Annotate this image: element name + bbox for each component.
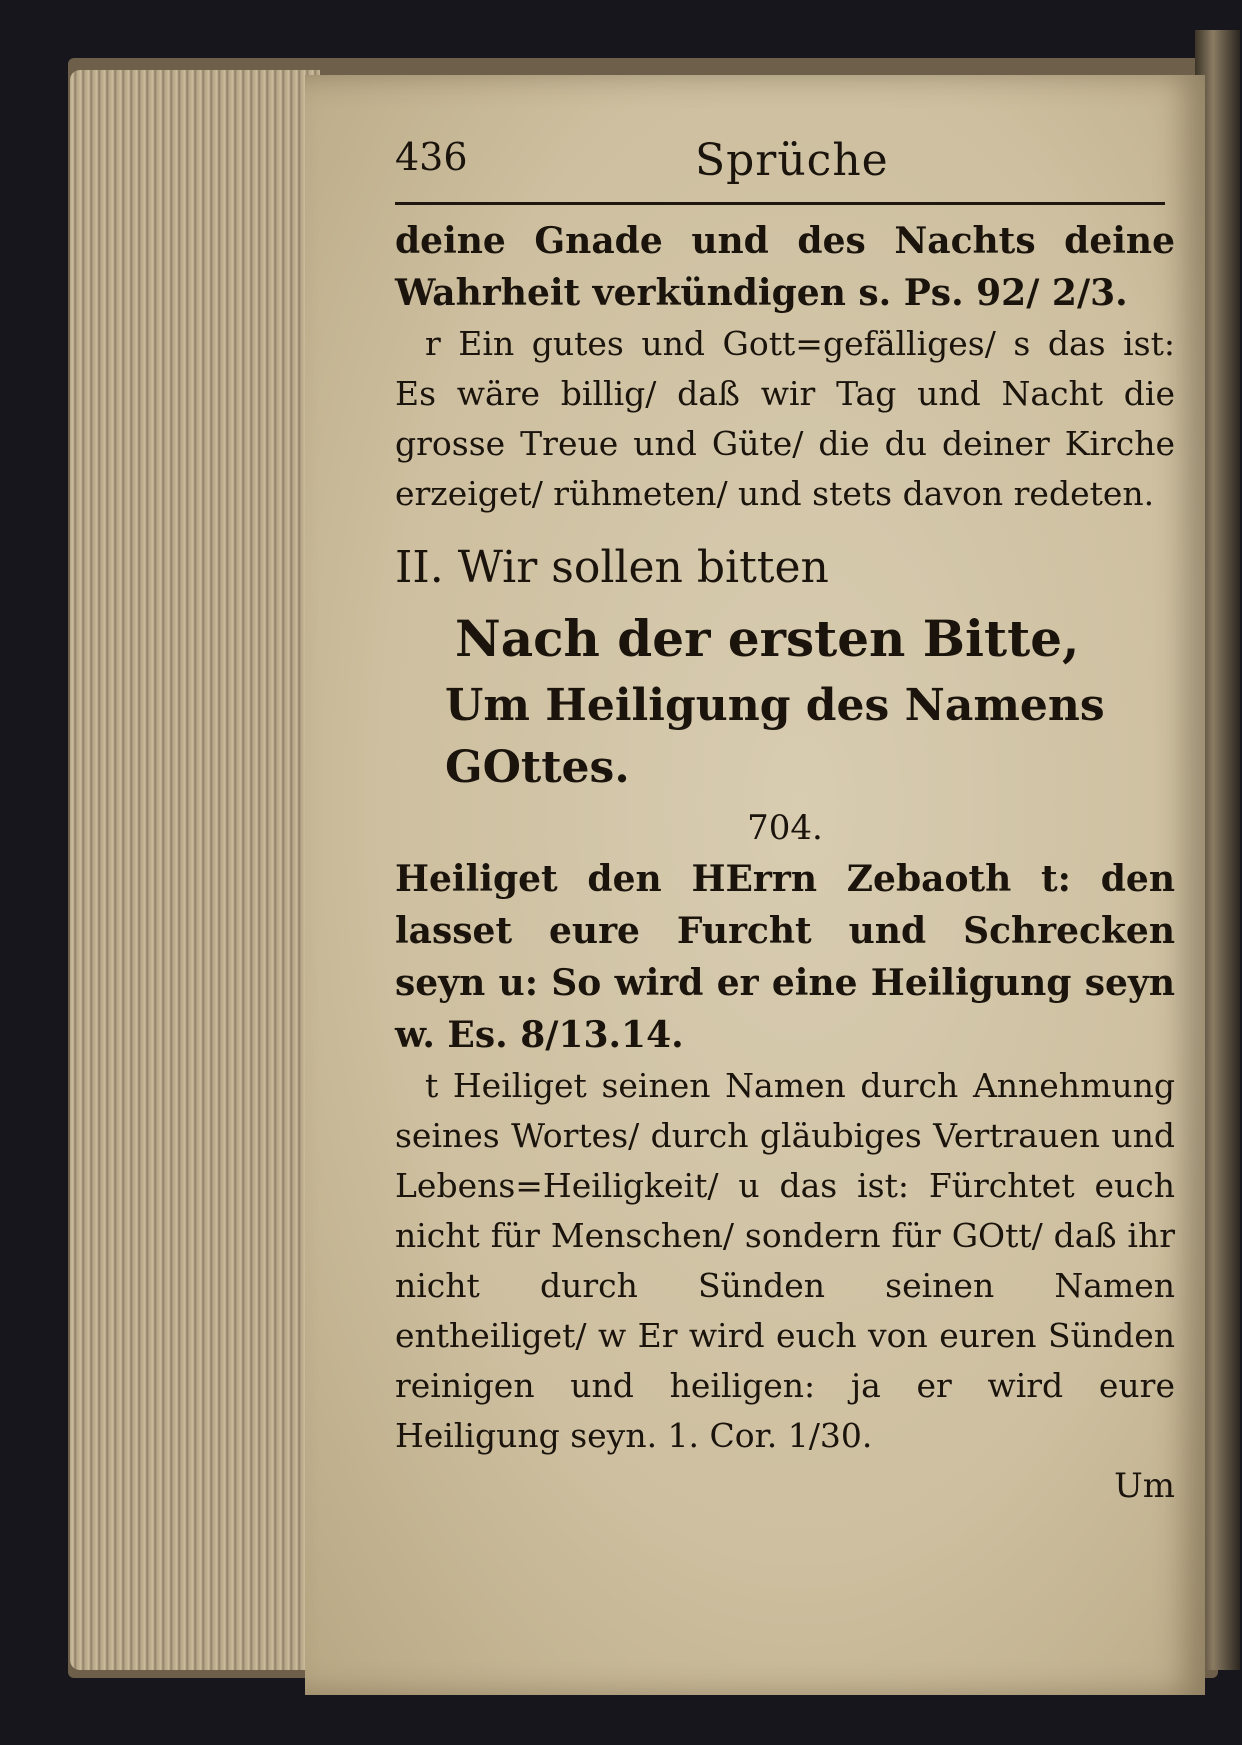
verse-704: Heiliget den HErrn Zebaoth t: den lasset eure Furcht und Schrecken seyn u: So wird er eine Heiligung seyn w. Es. 8/13.14.	[395, 858, 1175, 1056]
catchword: Um	[1114, 1466, 1175, 1506]
header-rule	[395, 202, 1165, 205]
page-edges	[70, 70, 320, 1670]
section-title: II. Wir sollen bitten	[395, 542, 829, 593]
heading-main: Nach der ersten Bitte,	[455, 609, 1080, 668]
heading-sub: Um Heiligung des Namens GOttes.	[445, 680, 1105, 793]
book-page	[305, 75, 1205, 1695]
entry-number: 704.	[747, 808, 823, 848]
page-header	[395, 135, 1165, 195]
running-head: Sprüche	[695, 135, 889, 186]
text-block	[395, 215, 1175, 1511]
footnote-t: t Heiliget seinen Namen durch Annehmung seines Wortes/ durch gläubiges Vertrauen und Lebens=Heiligkeit/ u das ist: Fürchtet euch nicht für Menschen/ sondern für GOtt/ daß ihr nicht durch Sünden seinen Namen entheiliget/ w Er wird euch von euren Sünden reinigen und heiligen: ja er wird eure Heiligung seyn. 1. Cor. 1/30.	[395, 1066, 1175, 1455]
page-number: 436	[395, 135, 468, 179]
footnote-r: r Ein gutes und Gott=gefälliges/ s das ist: Es wäre billig/ daß wir Tag und Nacht die grosse Treue und Güte/ die du deiner Kirche erzeiget/ rühmeten/ und stets davon redeten.	[395, 324, 1175, 513]
verse-continuation: deine Gnade und des Nachts deine Wahrheit verkündigen s. Ps. 92/ 2/3.	[395, 220, 1175, 314]
